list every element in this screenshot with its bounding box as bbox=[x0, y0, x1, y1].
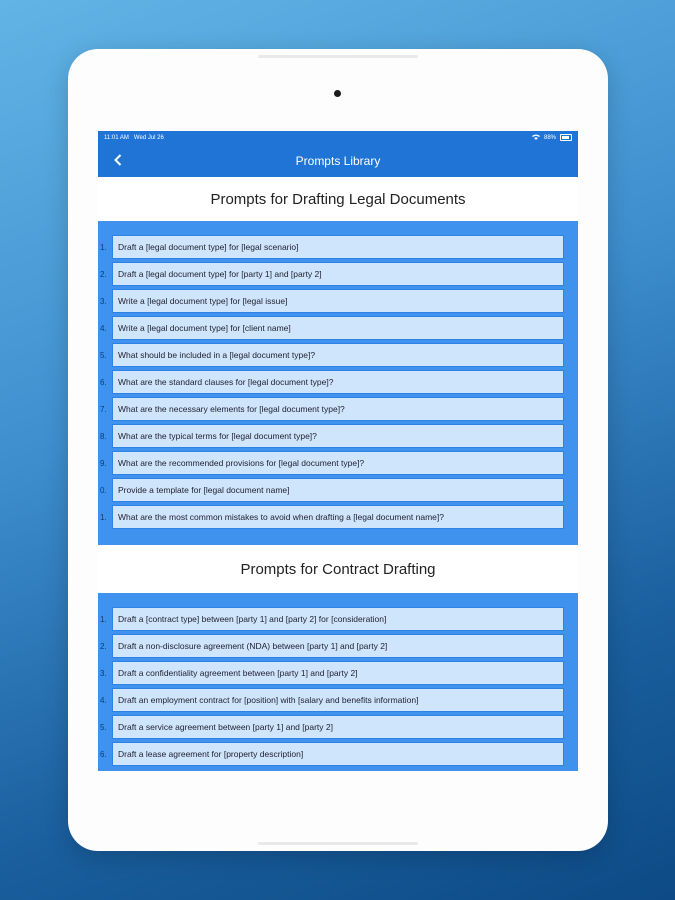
item-number: 3. bbox=[100, 668, 107, 678]
item-text: Draft a confidentiality agreement between [party 1] and [party 2] bbox=[118, 668, 358, 678]
item-number: 2. bbox=[100, 641, 107, 651]
item-text: Write a [legal document type] for [client name] bbox=[118, 323, 291, 333]
prompt-list-legal-documents bbox=[98, 221, 578, 545]
item-number: 4. bbox=[100, 695, 107, 705]
prompt-item[interactable] bbox=[100, 289, 564, 313]
prompt-item[interactable] bbox=[100, 688, 564, 712]
item-number: 6. bbox=[100, 749, 107, 759]
tablet-top-button bbox=[258, 55, 418, 58]
item-number: 0. bbox=[100, 485, 107, 495]
item-text: Provide a template for [legal document name] bbox=[118, 485, 290, 495]
item-text: Draft a [contract type] between [party 1] and [party 2] for [consideration] bbox=[118, 614, 387, 624]
back-button[interactable] bbox=[108, 150, 128, 170]
item-number: 9. bbox=[100, 458, 107, 468]
item-text: Draft a non-disclosure agreement (NDA) between [party 1] and [party 2] bbox=[118, 641, 388, 651]
item-text: What should be included in a [legal document type]? bbox=[118, 350, 316, 360]
prompt-list-contract-drafting bbox=[98, 593, 578, 771]
prompt-item[interactable] bbox=[100, 424, 564, 448]
item-number: 3. bbox=[100, 296, 107, 306]
prompt-item[interactable] bbox=[100, 343, 564, 367]
prompt-item[interactable] bbox=[100, 715, 564, 739]
prompt-item[interactable] bbox=[100, 634, 564, 658]
item-number: 5. bbox=[100, 722, 107, 732]
item-text: What are the recommended provisions for [legal document type]? bbox=[118, 458, 365, 468]
app-screen bbox=[98, 131, 578, 771]
item-number: 1. bbox=[100, 242, 107, 252]
wifi-icon bbox=[532, 134, 540, 142]
battery-icon bbox=[560, 134, 572, 141]
item-text: Draft an employment contract for [position] with [salary and benefits information] bbox=[118, 695, 419, 705]
status-right bbox=[532, 134, 572, 142]
status-time: 11:01 AM bbox=[104, 134, 129, 141]
item-text: What are the necessary elements for [legal document type]? bbox=[118, 404, 345, 414]
item-number: 8. bbox=[100, 431, 107, 441]
section-title-contract-drafting: Prompts for Contract Drafting bbox=[240, 560, 436, 578]
item-number: 2. bbox=[100, 269, 107, 279]
prompt-item[interactable] bbox=[100, 370, 564, 394]
item-number: 1. bbox=[100, 614, 107, 624]
status-bar bbox=[98, 131, 578, 144]
prompt-item[interactable] bbox=[100, 661, 564, 685]
prompt-item[interactable] bbox=[100, 397, 564, 421]
prompt-item[interactable] bbox=[100, 235, 564, 259]
prompt-item[interactable] bbox=[100, 607, 564, 631]
nav-title: Prompts Library bbox=[295, 153, 381, 168]
tablet-frame bbox=[68, 49, 608, 851]
status-left bbox=[104, 135, 164, 141]
item-number: 6. bbox=[100, 377, 107, 387]
chevron-left-icon bbox=[114, 154, 122, 166]
prompt-item[interactable] bbox=[100, 316, 564, 340]
item-number: 7. bbox=[100, 404, 107, 414]
item-text: Draft a [legal document type] for [legal scenario] bbox=[118, 242, 299, 252]
nav-bar bbox=[98, 144, 578, 177]
item-number: 4. bbox=[100, 323, 107, 333]
prompt-item[interactable] bbox=[100, 505, 564, 529]
item-number: 5. bbox=[100, 350, 107, 360]
item-text: Write a [legal document type] for [legal issue] bbox=[118, 296, 288, 306]
prompt-item[interactable] bbox=[100, 451, 564, 475]
tablet-bottom-edge bbox=[258, 842, 418, 845]
prompt-item[interactable] bbox=[100, 742, 564, 766]
item-text: What are the typical terms for [legal document type]? bbox=[118, 431, 317, 441]
status-date: Wed Jul 26 bbox=[133, 134, 164, 141]
item-text: Draft a lease agreement for [property description] bbox=[118, 749, 304, 759]
prompt-item[interactable] bbox=[100, 478, 564, 502]
front-camera bbox=[334, 90, 341, 97]
item-number: 1. bbox=[100, 512, 107, 522]
battery-percent: 88% bbox=[543, 134, 556, 141]
item-text: Draft a service agreement between [party 1] and [party 2] bbox=[118, 722, 333, 732]
item-text: What are the standard clauses for [legal document type]? bbox=[118, 377, 334, 387]
section-title-legal-documents: Prompts for Drafting Legal Documents bbox=[210, 190, 466, 208]
item-text: What are the most common mistakes to avoid when drafting a [legal document name]? bbox=[118, 512, 444, 522]
item-text: Draft a [legal document type] for [party 1] and [party 2] bbox=[118, 269, 322, 279]
prompt-item[interactable] bbox=[100, 262, 564, 286]
